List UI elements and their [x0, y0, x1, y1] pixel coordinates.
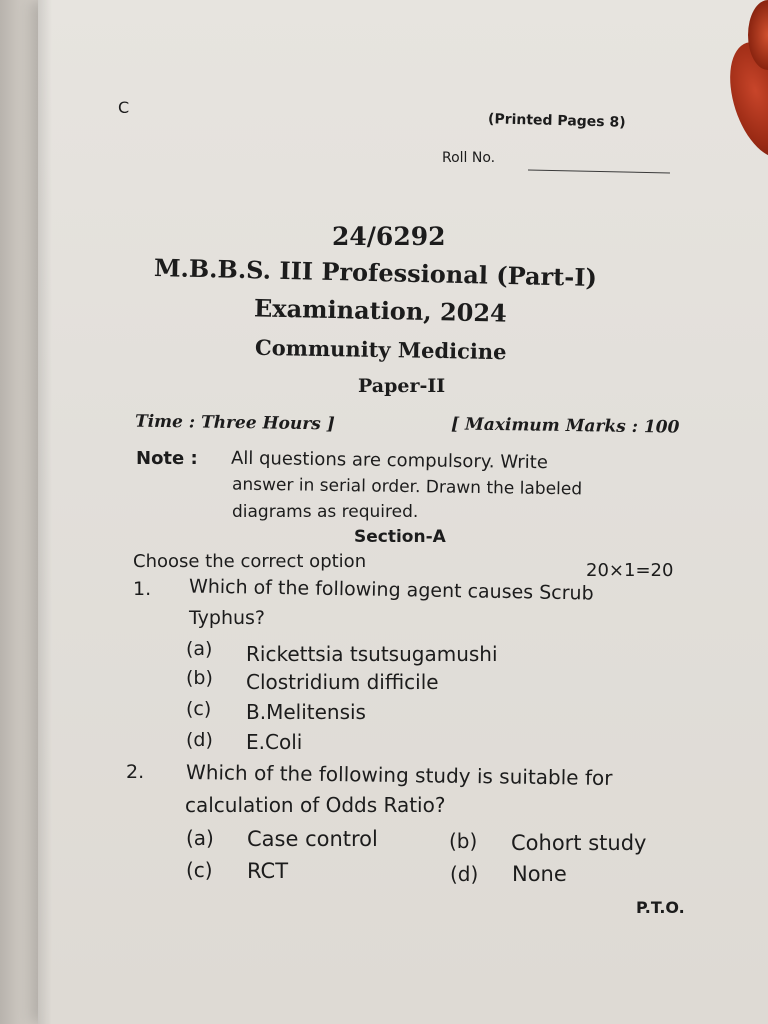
question-2-option-b-text: Cohort study [511, 831, 647, 855]
section-marks: 20×1=20 [586, 560, 674, 581]
note-line-2: answer in serial order. Drawn the labeled [231, 474, 583, 500]
question-2-option-c-text: RCT [247, 859, 289, 883]
exam-year: Examination, 2024 [253, 293, 508, 328]
question-2-number: 2. [126, 761, 145, 783]
note-line-3: diagrams as required. [232, 502, 419, 522]
question-1-option-c-key: (c) [186, 698, 212, 720]
section-title: Section-A [354, 527, 446, 547]
question-1-text-line-2: Typhus? [189, 607, 266, 629]
course-title: M.B.B.S. III Professional (Part-I) [153, 252, 598, 293]
pto-label: P.T.O. [636, 898, 685, 917]
question-1-number: 1. [133, 578, 152, 600]
question-1-option-c-text: B.Melitensis [246, 700, 366, 724]
question-1-text-line-1: Which of the following agent causes Scrub [188, 575, 594, 605]
subject-title: Community Medicine [254, 334, 507, 365]
paper-fold-shadow [38, 0, 52, 1024]
question-2-text-line-2: calculation of Odds Ratio? [185, 793, 446, 817]
question-2-option-d-key: (d) [450, 862, 479, 886]
time-allowed: Time : Three Hours ] [134, 411, 335, 435]
question-1-option-b-text: Clostridium difficile [246, 670, 439, 694]
question-1-option-d-text: E.Coli [246, 730, 303, 754]
printed-pages: (Printed Pages 8) [487, 111, 626, 131]
question-2-option-a-text: Case control [247, 827, 378, 851]
question-1-option-b-key: (b) [186, 667, 213, 689]
maximum-marks: [ Maximum Marks : 100 [450, 414, 680, 438]
section-instruction: Choose the correct option [133, 551, 367, 572]
question-1-option-d-key: (d) [186, 729, 213, 751]
question-1-option-a-text: Rickettsia tsutsugamushi [246, 642, 498, 666]
paper-number: Paper-II [358, 375, 446, 397]
series-letter: C [118, 98, 130, 117]
question-2-option-a-key: (a) [186, 826, 214, 850]
question-2-text-line-1: Which of the following study is suitable for [185, 760, 613, 790]
question-1-option-a-key: (a) [186, 638, 213, 660]
roll-no-label: Roll No. [442, 150, 496, 166]
note-label: Note : [136, 448, 198, 469]
note-line-1: All questions are compulsory. Write [230, 447, 548, 474]
question-2-option-b-key: (b) [449, 829, 478, 853]
question-2-option-c-key: (c) [186, 858, 213, 882]
question-2-option-d-text: None [512, 862, 567, 886]
exam-code: 24/6292 [332, 222, 446, 251]
